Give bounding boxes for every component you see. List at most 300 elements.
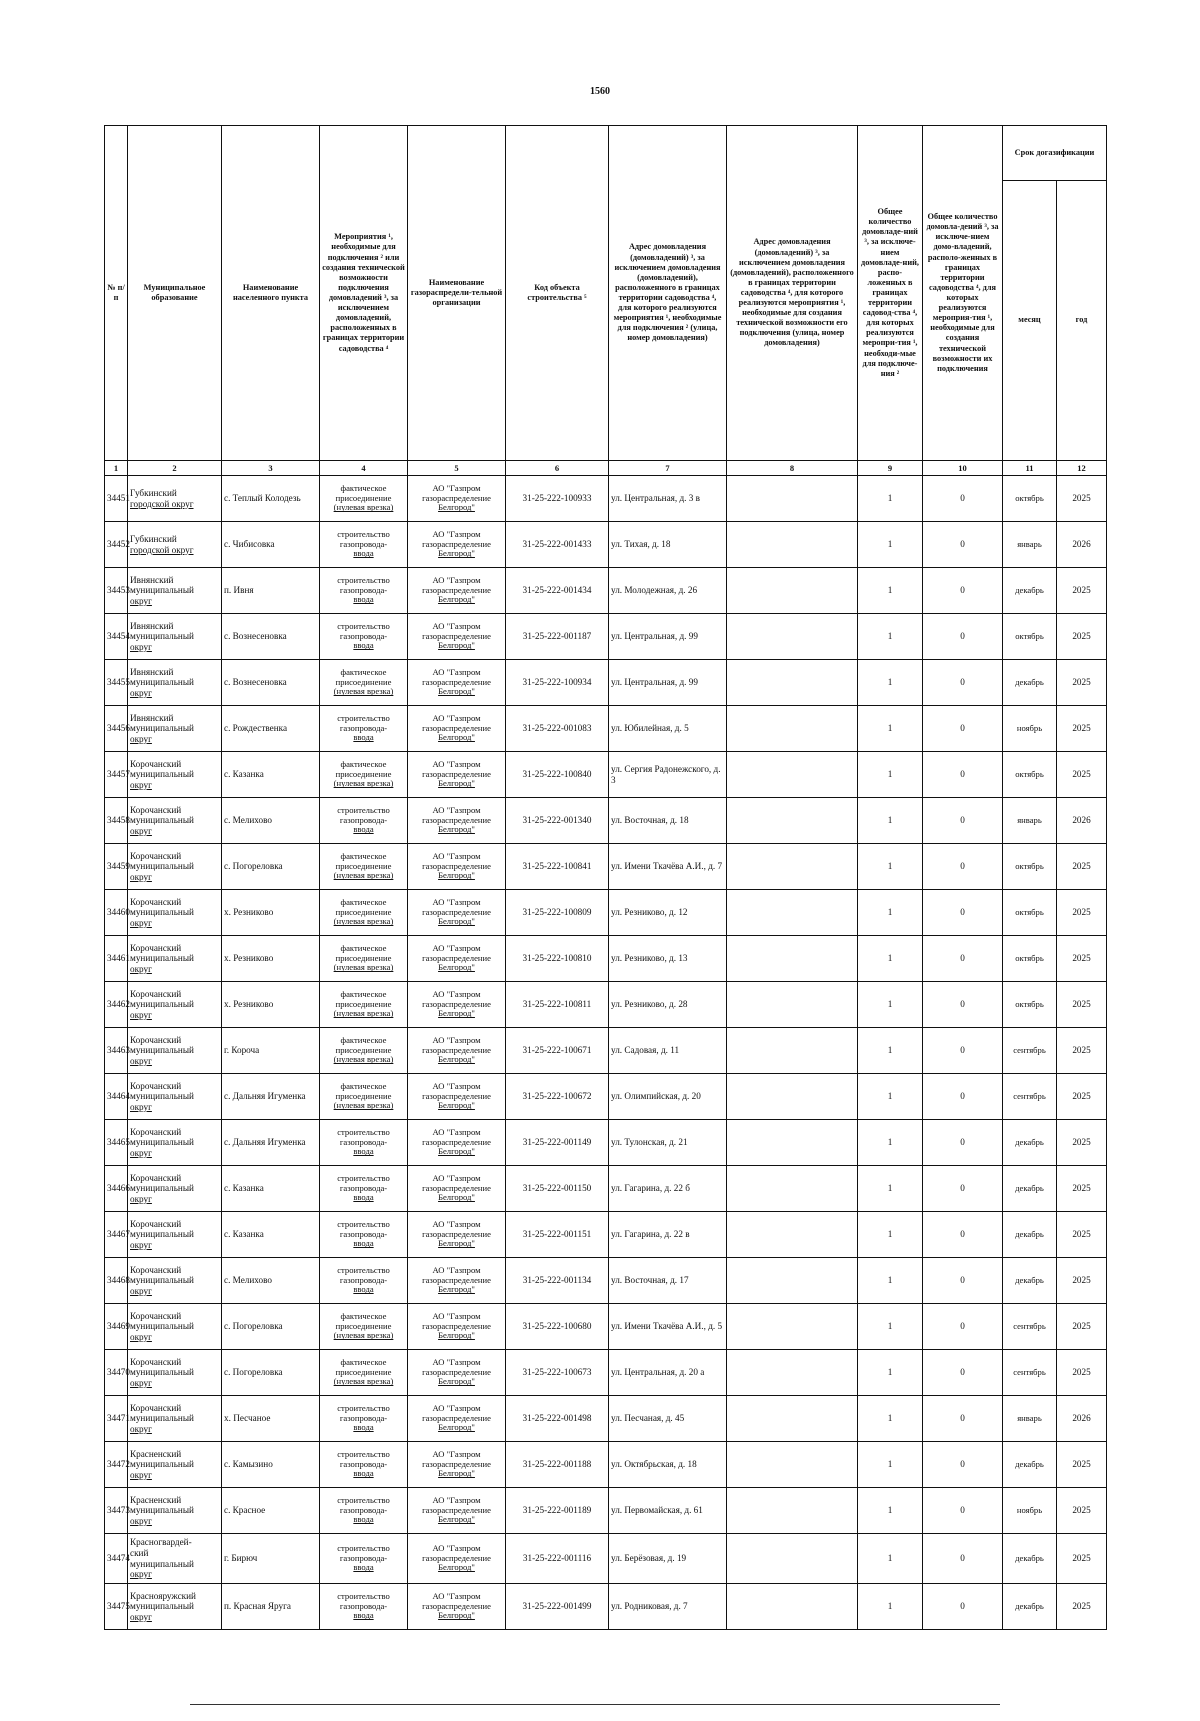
count-connection-cell: 1 [858,614,923,660]
row-number: 34453 [105,568,128,614]
table-row [105,1028,1107,1074]
address-technical-cell [727,1304,858,1350]
cell-line: ввода [353,732,374,743]
cell-line: (нулевая врезка) [333,502,394,513]
cell-line: строительство [337,574,390,585]
column-number: 2 [128,461,222,476]
count-connection-cell: 1 [858,660,923,706]
cell-line: Корочанский [130,942,182,953]
address-technical-cell [727,522,858,568]
cell-line: газопровода- [339,1552,388,1563]
deadline-month-cell: декабрь [1003,1120,1057,1166]
count-technical-cell: 0 [923,1120,1003,1166]
cell-line: строительство [337,1218,390,1229]
deadline-year-cell: 2025 [1057,476,1107,522]
activity-cell [320,1166,408,1212]
count-connection-cell: 1 [858,1584,923,1630]
cell-line: муниципальный [130,723,194,734]
cell-line: газораспределение [422,1090,491,1101]
settlement-cell: х. Резниково [222,982,320,1028]
organization-cell [408,1120,506,1166]
row-number: 34461 [105,936,128,982]
settlement-cell: с. Теплый Колодезь [222,476,320,522]
organization-cell [408,614,506,660]
address-connection-cell: ул. Берёзовая, д. 19 [609,1534,727,1584]
deadline-month-cell: январь [1003,798,1057,844]
cell-line: Губкинский [130,487,177,498]
object-code-cell: 31-25-222-100840 [506,752,609,798]
activity-cell [320,890,408,936]
table-row [105,568,1107,614]
cell-line: муниципальный [130,1558,194,1569]
cell-line: Губкинский [130,533,177,544]
cell-line: газораспределение [422,1136,491,1147]
row-number: 34470 [105,1350,128,1396]
table-row [105,1534,1107,1584]
address-technical-cell [727,660,858,706]
count-technical-cell: 0 [923,1166,1003,1212]
organization-cell [408,1212,506,1258]
cell-line: фактическое [340,1310,387,1321]
cell-line: Ивнянский [130,666,174,677]
activity-cell [320,982,408,1028]
organization-cell [408,1166,506,1212]
table-row [105,1442,1107,1488]
cell-line: Белгород" [438,1238,475,1249]
cell-line: газораспределение [422,768,491,779]
address-technical-cell [727,1350,858,1396]
object-code-cell: 31-25-222-001498 [506,1396,609,1442]
cell-line: округ [130,1239,152,1250]
cell-line: муниципальный [130,631,194,642]
cell-line: АО "Газпром [432,804,481,815]
cell-line: газораспределение [422,1044,491,1055]
municipality-cell [128,568,222,614]
deadline-month-cell: январь [1003,1396,1057,1442]
count-connection-cell: 1 [858,890,923,936]
cell-line: Ивнянский [130,712,174,723]
cell-line: округ [130,1285,152,1296]
object-code-cell: 31-25-222-100680 [506,1304,609,1350]
cell-line: округ [130,641,152,652]
cell-line: АО "Газпром [432,666,481,677]
row-number: 34463 [105,1028,128,1074]
column-numbers-row [105,461,1107,476]
column-number: 11 [1003,461,1057,476]
cell-line: муниципальный [130,953,194,964]
municipality-cell [128,1166,222,1212]
deadline-year-cell: 2025 [1057,890,1107,936]
column-number: 4 [320,461,408,476]
deadline-year-cell: 2025 [1057,1258,1107,1304]
count-technical-cell: 0 [923,1396,1003,1442]
activity-cell [320,568,408,614]
municipality-cell [128,1350,222,1396]
header-organization: Наименование газораспредели-тельной организации [408,126,506,461]
count-connection-cell: 1 [858,982,923,1028]
address-technical-cell [727,1120,858,1166]
object-code-cell: 31-25-222-100809 [506,890,609,936]
cell-line: (нулевая врезка) [333,1008,394,1019]
count-technical-cell: 0 [923,936,1003,982]
organization-cell [408,844,506,890]
cell-line: Белгород" [438,1008,475,1019]
address-technical-cell [727,1442,858,1488]
cell-line: АО "Газпром [432,1448,481,1459]
object-code-cell: 31-25-222-001083 [506,706,609,752]
table-row [105,844,1107,890]
object-code-cell: 31-25-222-001189 [506,1488,609,1534]
cell-line: муниципальный [130,1229,194,1240]
deadline-month-cell: октябрь [1003,614,1057,660]
organization-cell [408,982,506,1028]
activity-cell [320,522,408,568]
cell-line: округ [130,1101,152,1112]
count-technical-cell: 0 [923,1584,1003,1630]
cell-line: присоединение [335,1044,392,1055]
cell-line: газораспределение [422,1458,491,1469]
settlement-cell: с. Казанка [222,1212,320,1258]
row-number: 34464 [105,1074,128,1120]
cell-line: округ [130,1055,152,1066]
cell-line: муниципальный [130,1459,194,1470]
cell-line: ввода [353,1514,374,1525]
municipality-cell [128,1258,222,1304]
object-code-cell: 31-25-222-100841 [506,844,609,890]
object-code-cell: 31-25-222-001433 [506,522,609,568]
count-technical-cell: 0 [923,1488,1003,1534]
cell-line: строительство [337,1126,390,1137]
address-connection-cell: ул. Центральная, д. 20 а [609,1350,727,1396]
object-code-cell: 31-25-222-100810 [506,936,609,982]
count-connection-cell: 1 [858,568,923,614]
settlement-cell: х. Резниково [222,890,320,936]
cell-line: присоединение [335,1320,392,1331]
cell-line: строительство [337,712,390,723]
header-activities: Мероприятия ¹, необходимые для подключения ² или создания технической возможности подключения домовладений ³, за исключением домовладений, расположенных в границах территории садоводства ⁴ [320,126,408,461]
deadline-month-cell: сентябрь [1003,1028,1057,1074]
cell-line: Ивнянский [130,574,174,585]
cell-line: ввода [353,1562,374,1573]
row-number: 34452 [105,522,128,568]
cell-line: присоединение [335,492,392,503]
address-technical-cell [727,1074,858,1120]
cell-line: округ [130,963,152,974]
cell-line: газопровода- [339,1600,388,1611]
cell-line: округ [130,733,152,744]
municipality-cell [128,1120,222,1166]
cell-line: Белгород" [438,1514,475,1525]
cell-line: строительство [337,1264,390,1275]
count-connection-cell: 1 [858,1166,923,1212]
address-connection-cell: ул. Тулонская, д. 21 [609,1120,727,1166]
cell-line: муниципальный [130,815,194,826]
cell-line: АО "Газпром [432,1034,481,1045]
object-code-cell: 31-25-222-100672 [506,1074,609,1120]
count-connection-cell: 1 [858,798,923,844]
cell-line: муниципальный [130,1601,194,1612]
table-row [105,660,1107,706]
count-technical-cell: 0 [923,1258,1003,1304]
cell-line: ввода [353,548,374,559]
cell-line: Белгород" [438,732,475,743]
cell-line: АО "Газпром [432,942,481,953]
cell-line: газопровода- [339,538,388,549]
activity-cell [320,1212,408,1258]
cell-line: Белгород" [438,916,475,927]
settlement-cell: с. Камызино [222,1442,320,1488]
count-technical-cell: 0 [923,1304,1003,1350]
municipality-cell [128,1584,222,1630]
cell-line: Белгород" [438,594,475,605]
settlement-cell: с. Погореловка [222,1350,320,1396]
address-connection-cell: ул. Октябрьская, д. 18 [609,1442,727,1488]
cell-line: газопровода- [339,1504,388,1515]
count-technical-cell: 0 [923,1212,1003,1258]
cell-line: Корочанский [130,1080,182,1091]
municipality-cell [128,1396,222,1442]
address-connection-cell: ул. Сергия Радонежского, д. 3 [609,752,727,798]
activity-cell [320,844,408,890]
cell-line: (нулевая врезка) [333,1376,394,1387]
cell-line: газораспределение [422,1600,491,1611]
organization-cell [408,752,506,798]
row-number: 34455 [105,660,128,706]
count-connection-cell: 1 [858,476,923,522]
cell-line: газораспределение [422,584,491,595]
count-connection-cell: 1 [858,1534,923,1584]
object-code-cell: 31-25-222-100673 [506,1350,609,1396]
cell-line: Красногвардей- [130,1537,192,1548]
cell-line: (нулевая врезка) [333,1054,394,1065]
deadline-month-cell: октябрь [1003,844,1057,890]
cell-line: газопровода- [339,722,388,733]
deadline-month-cell: декабрь [1003,1584,1057,1630]
count-connection-cell: 1 [858,1028,923,1074]
count-technical-cell: 0 [923,798,1003,844]
cell-line: муниципальный [130,1367,194,1378]
count-technical-cell: 0 [923,844,1003,890]
cell-line: присоединение [335,1366,392,1377]
address-connection-cell: ул. Первомайская, д. 61 [609,1488,727,1534]
deadline-month-cell: ноябрь [1003,1488,1057,1534]
deadline-month-cell: сентябрь [1003,1074,1057,1120]
column-number: 1 [105,461,128,476]
row-number: 34451 [105,476,128,522]
row-number: 34473 [105,1488,128,1534]
table-row [105,1584,1107,1630]
cell-line: газораспределение [422,1274,491,1285]
deadline-year-cell: 2025 [1057,1028,1107,1074]
cell-line: строительство [337,1542,390,1553]
row-number: 34458 [105,798,128,844]
deadline-month-cell: декабрь [1003,660,1057,706]
deadline-month-cell: декабрь [1003,1166,1057,1212]
table-row [105,936,1107,982]
cell-line: Белгород" [438,1100,475,1111]
deadline-month-cell: октябрь [1003,752,1057,798]
cell-line: фактическое [340,1034,387,1045]
cell-line: Корочанский [130,1356,182,1367]
cell-line: округ [130,1147,152,1158]
cell-line: АО "Газпром [432,1264,481,1275]
municipality-cell [128,1534,222,1584]
organization-cell [408,476,506,522]
count-technical-cell: 0 [923,476,1003,522]
deadline-year-cell: 2025 [1057,1212,1107,1258]
cell-line: газораспределение [422,906,491,917]
cell-line: присоединение [335,906,392,917]
cell-line: Корочанский [130,804,182,815]
deadline-year-cell: 2025 [1057,1350,1107,1396]
header-address-connection: Адрес домовладения (домовладений) ³, за исключением домовладения (домовладений), расположенного в границах территории садоводства ⁴, для которого реализуются мероприятия ¹, необходимые для подключения ² (улица, номер домовладения) [609,126,727,461]
deadline-month-cell: октябрь [1003,890,1057,936]
cell-line: муниципальный [130,907,194,918]
row-number: 34456 [105,706,128,752]
organization-cell [408,568,506,614]
cell-line: газораспределение [422,1504,491,1515]
column-number: 3 [222,461,320,476]
organization-cell [408,1396,506,1442]
cell-line: присоединение [335,952,392,963]
cell-line: муниципальный [130,1505,194,1516]
organization-cell [408,1304,506,1350]
object-code-cell: 31-25-222-100671 [506,1028,609,1074]
deadline-month-cell: сентябрь [1003,1350,1057,1396]
cell-line: ввода [353,1192,374,1203]
cell-line: (нулевая врезка) [333,962,394,973]
activity-cell [320,1350,408,1396]
settlement-cell: с. Дальняя Игуменка [222,1074,320,1120]
cell-line: муниципальный [130,585,194,596]
deadline-month-cell: декабрь [1003,1442,1057,1488]
address-technical-cell [727,752,858,798]
cell-line: газораспределение [422,1412,491,1423]
object-code-cell: 31-25-222-100933 [506,476,609,522]
settlement-cell: х. Резниково [222,936,320,982]
municipality-cell [128,1442,222,1488]
count-connection-cell: 1 [858,522,923,568]
cell-line: округ [130,1569,152,1580]
address-connection-cell: ул. Восточная, д. 18 [609,798,727,844]
organization-cell [408,936,506,982]
count-technical-cell: 0 [923,752,1003,798]
cell-line: ввода [353,640,374,651]
table-row [105,1120,1107,1166]
cell-line: газораспределение [422,1228,491,1239]
count-connection-cell: 1 [858,706,923,752]
column-number: 5 [408,461,506,476]
activity-cell [320,1442,408,1488]
table-row [105,1258,1107,1304]
cell-line: (нулевая врезка) [333,686,394,697]
settlement-cell: с. Погореловка [222,844,320,890]
address-connection-cell: ул. Родниковая, д. 7 [609,1584,727,1630]
cell-line: газопровода- [339,1274,388,1285]
cell-line: присоединение [335,998,392,1009]
header-settlement: Наименование населенного пункта [222,126,320,461]
cell-line: АО "Газпром [432,988,481,999]
cell-line: Белгород" [438,1562,475,1573]
municipality-cell [128,1074,222,1120]
cell-line: фактическое [340,666,387,677]
settlement-cell: с. Дальняя Игуменка [222,1120,320,1166]
address-technical-cell [727,706,858,752]
cell-line: газораспределение [422,998,491,1009]
cell-line: Белгород" [438,1376,475,1387]
municipality-cell [128,706,222,752]
cell-line: (нулевая врезка) [333,1100,394,1111]
address-connection-cell: ул. Олимпийская, д. 20 [609,1074,727,1120]
cell-line: фактическое [340,988,387,999]
activity-cell [320,476,408,522]
cell-line: ввода [353,1146,374,1157]
address-technical-cell [727,1258,858,1304]
count-connection-cell: 1 [858,1120,923,1166]
address-connection-cell: ул. Центральная, д. 3 в [609,476,727,522]
settlement-cell: с. Казанка [222,1166,320,1212]
cell-line: ский [130,1547,149,1558]
cell-line: газораспределение [422,722,491,733]
cell-line: ввода [353,1422,374,1433]
row-number: 34460 [105,890,128,936]
municipality-cell [128,1028,222,1074]
address-technical-cell [727,890,858,936]
settlement-cell: с. Мелихово [222,798,320,844]
settlement-cell: с. Мелихово [222,1258,320,1304]
row-number: 34465 [105,1120,128,1166]
cell-line: АО "Газпром [432,1356,481,1367]
deadline-month-cell: декабрь [1003,1258,1057,1304]
count-connection-cell: 1 [858,936,923,982]
address-connection-cell: ул. Центральная, д. 99 [609,660,727,706]
cell-line: Белгород" [438,502,475,513]
activity-cell [320,1074,408,1120]
deadline-month-cell: декабрь [1003,1534,1057,1584]
header-year: год [1057,181,1107,461]
cell-line: Белгород" [438,778,475,789]
deadline-month-cell: октябрь [1003,936,1057,982]
municipality-cell [128,890,222,936]
deadline-year-cell: 2025 [1057,1304,1107,1350]
address-connection-cell: ул. Садовая, д. 11 [609,1028,727,1074]
cell-line: Корочанский [130,1218,182,1229]
count-connection-cell: 1 [858,1396,923,1442]
cell-line: строительство [337,804,390,815]
cell-line: округ [130,1331,152,1342]
activity-cell [320,798,408,844]
cell-line: Корочанский [130,1402,182,1413]
deadline-month-cell: ноябрь [1003,706,1057,752]
activity-cell [320,752,408,798]
address-connection-cell: ул. Гагарина, д. 22 в [609,1212,727,1258]
activity-cell [320,660,408,706]
municipality-cell [128,522,222,568]
count-technical-cell: 0 [923,522,1003,568]
object-code-cell: 31-25-222-001187 [506,614,609,660]
deadline-month-cell: сентябрь [1003,1304,1057,1350]
cell-line: строительство [337,620,390,631]
cell-line: Корочанский [130,896,182,907]
cell-line: газораспределение [422,1182,491,1193]
cell-line: строительство [337,1590,390,1601]
settlement-cell: х. Песчаное [222,1396,320,1442]
deadline-year-cell: 2025 [1057,1488,1107,1534]
header-municipality: Муниципальное образование [128,126,222,461]
row-number: 34462 [105,982,128,1028]
cell-line: городской округ [130,498,194,509]
cell-line: фактическое [340,942,387,953]
